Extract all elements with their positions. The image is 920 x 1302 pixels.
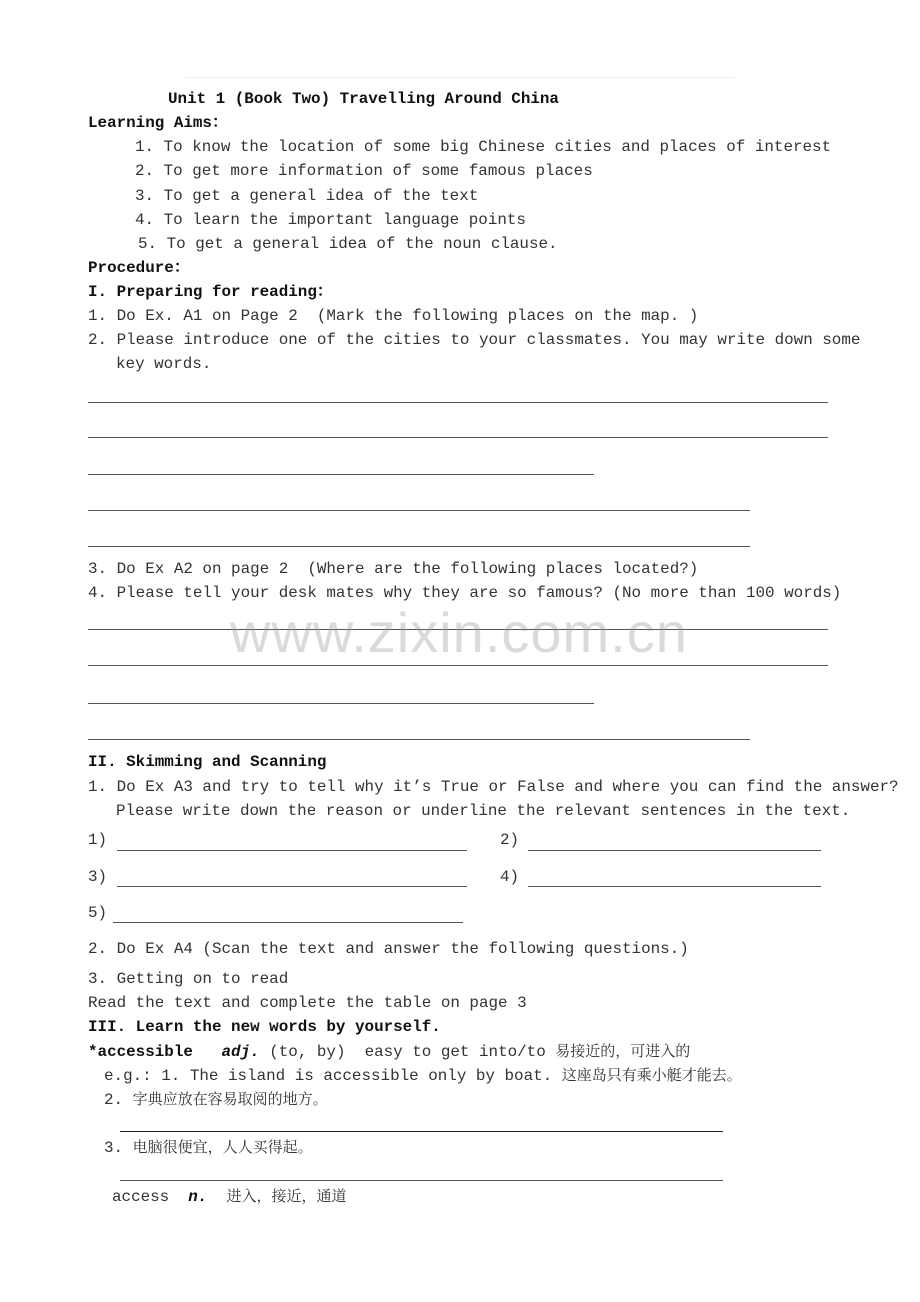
example-2-cn: 字典应放在容易取阅的地方。 xyxy=(132,1090,328,1108)
vocab-entry xyxy=(88,1042,690,1061)
vocab-pos: adj. xyxy=(221,1043,260,1061)
section2-item1: 1. Do Ex A3 and try to tell why it’s True or False and where you can find the answer? xyxy=(88,778,899,796)
answer-line[interactable] xyxy=(88,703,594,704)
example-2 xyxy=(104,1090,328,1109)
vocab-definition-cn: 易接近的，可进入的 xyxy=(555,1042,691,1060)
section2-item1-cont: Please write down the reason or underline the relevant sentences in the text. xyxy=(116,802,851,820)
vocab-word: *accessible xyxy=(88,1043,193,1061)
blank-line[interactable] xyxy=(117,886,467,887)
section2-heading: II. Skimming and Scanning xyxy=(88,753,327,771)
blank-line[interactable] xyxy=(113,922,463,923)
blank-label: 4) xyxy=(500,868,520,886)
blank-line[interactable] xyxy=(528,850,821,851)
section2-item2: 2. Do Ex A4 (Scan the text and answer the following questions.) xyxy=(88,940,689,958)
section3-heading: III. Learn the new words by yourself. xyxy=(88,1018,441,1036)
answer-line[interactable] xyxy=(88,665,828,666)
aim-item: 3. To get a general idea of the text xyxy=(135,187,479,205)
answer-line[interactable] xyxy=(88,437,828,438)
vocab-entry-2 xyxy=(112,1187,346,1206)
section2-item3-text: Read the text and complete the table on page 3 xyxy=(88,994,527,1012)
blank-label: 2) xyxy=(500,831,520,849)
answer-line[interactable] xyxy=(88,402,828,403)
aim-item: 4. To learn the important language points xyxy=(135,211,526,229)
header-rule xyxy=(185,77,735,78)
blank-label: 3) xyxy=(88,868,108,886)
section2-item3: 3. Getting on to read xyxy=(88,970,289,988)
aim-item: 1. To know the location of some big Chinese cities and places of interest xyxy=(135,138,832,156)
aim-item: 5. To get a general idea of the noun clause. xyxy=(138,235,558,253)
example-2-num: 2. xyxy=(104,1091,133,1109)
example-3-num: 3. xyxy=(104,1139,133,1157)
vocab-pos-2: n. xyxy=(188,1188,208,1206)
page-title: Unit 1 (Book Two) Travelling Around China xyxy=(168,90,559,108)
translation-line[interactable] xyxy=(120,1180,723,1181)
blank-label: 5) xyxy=(88,904,108,922)
section1-heading: I. Preparing for reading： xyxy=(88,283,333,301)
section1-item2-cont: key words. xyxy=(116,355,212,373)
blank-line[interactable] xyxy=(528,886,821,887)
example-3 xyxy=(104,1138,313,1157)
answer-line[interactable] xyxy=(88,474,594,475)
example-3-cn: 电脑很便宜，人人买得起。 xyxy=(132,1138,313,1156)
example-1-cn: 这座岛只有乘小艇才能去。 xyxy=(561,1066,742,1084)
procedure-heading: Procedure： xyxy=(88,259,190,277)
example-1-en: e.g.: 1. The island is accessible only by boat. xyxy=(104,1067,562,1085)
vocab-word-2-cn: 进入，接近，通道 xyxy=(226,1187,347,1205)
answer-line[interactable] xyxy=(88,510,750,511)
aim-item: 2. To get more information of some famous places xyxy=(135,162,593,180)
watermark: www.zixin.com.cn xyxy=(230,601,688,664)
blank-line[interactable] xyxy=(117,850,467,851)
answer-line[interactable] xyxy=(88,739,750,740)
answer-line[interactable] xyxy=(88,546,750,547)
section1-item3: 3. Do Ex A2 on page 2 (Where are the following places located?) xyxy=(88,560,699,578)
vocab-word-2: access xyxy=(112,1188,170,1206)
aims-heading: Learning Aims： xyxy=(88,114,228,132)
blank-label: 1) xyxy=(88,831,108,849)
translation-line[interactable] xyxy=(120,1131,723,1132)
section1-item4: 4. Please tell your desk mates why they are so famous? (No more than 100 words) xyxy=(88,584,842,602)
vocab-definition: (to, by) easy to get into/to xyxy=(259,1043,556,1061)
section1-item2: 2. Please introduce one of the cities to your classmates. You may write down some xyxy=(88,331,861,349)
section1-item1: 1. Do Ex. A1 on Page 2 (Mark the following places on the map. ) xyxy=(88,307,699,325)
example-1 xyxy=(104,1066,742,1085)
